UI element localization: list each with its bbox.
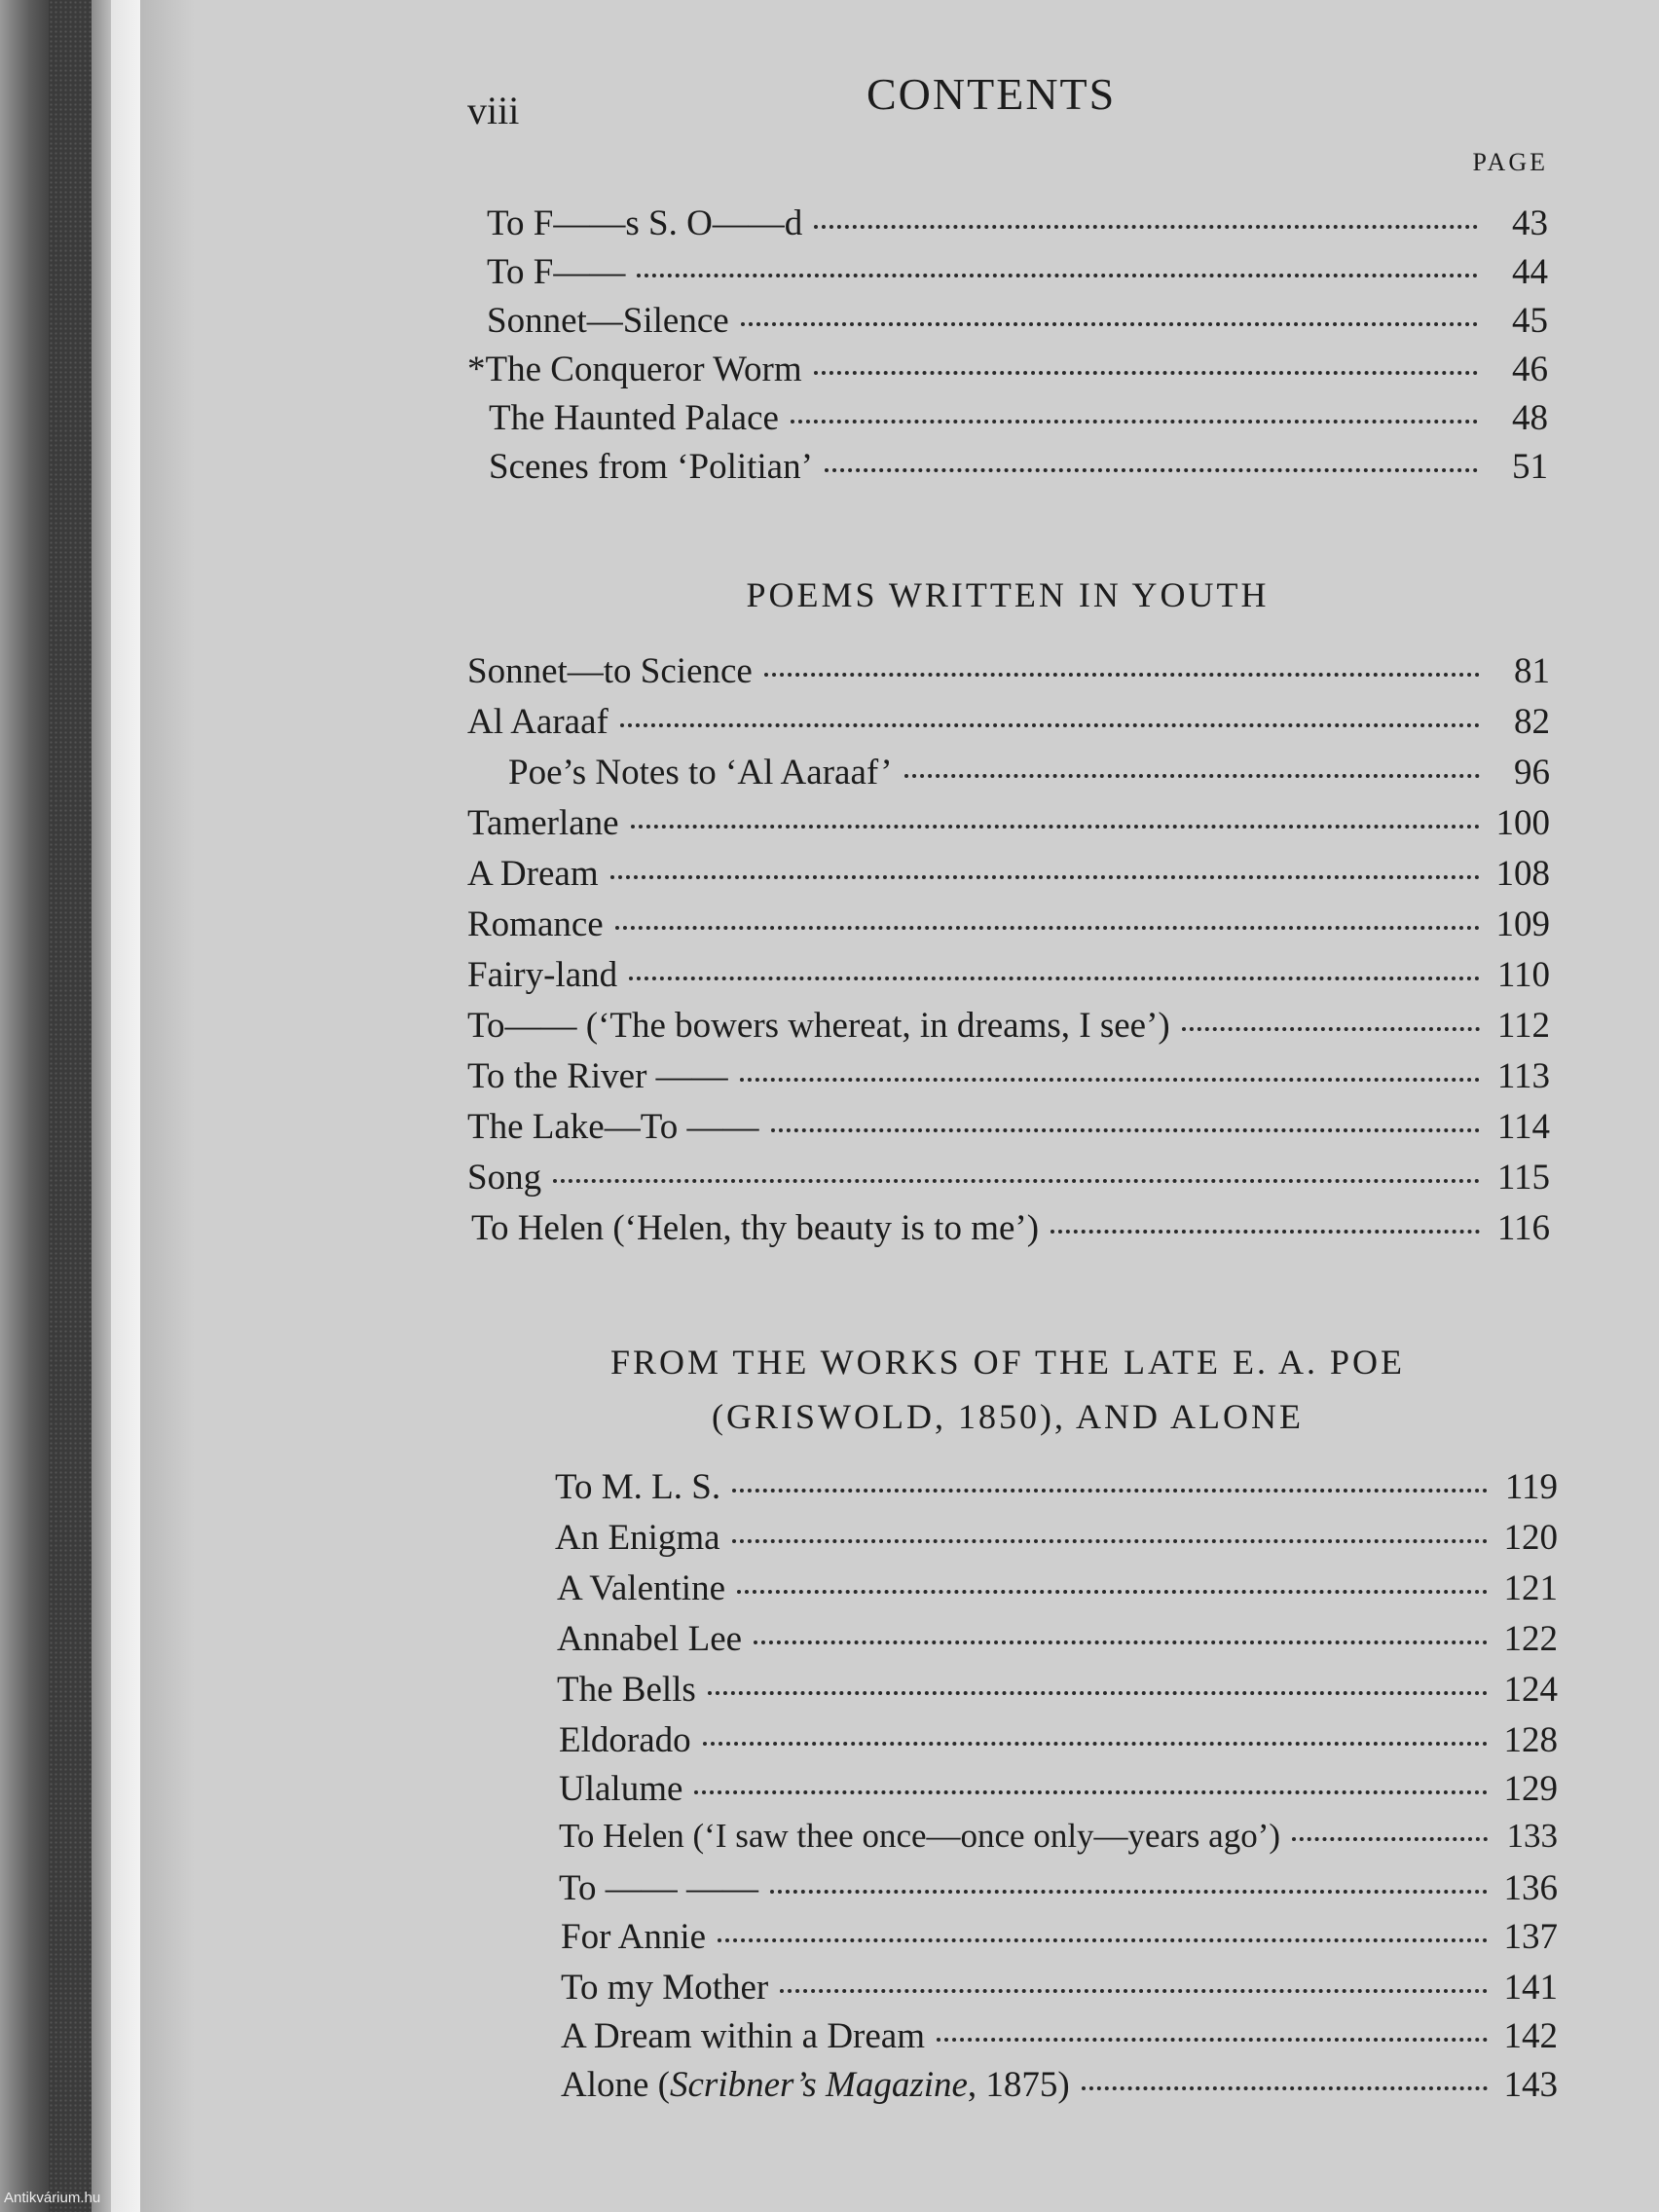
toc-entry	[467, 853, 1550, 895]
page-title: CONTENTS	[866, 69, 1117, 119]
toc-entry	[467, 1055, 1550, 1097]
entry-page: 100	[1495, 803, 1550, 843]
entry-title: Eldorado	[559, 1720, 691, 1760]
toc-entry	[467, 701, 1550, 743]
entry-page: 110	[1496, 955, 1550, 995]
dot-leader	[740, 1078, 1480, 1082]
entry-title: *The Conqueror Worm	[467, 350, 802, 389]
dot-leader	[631, 825, 1480, 829]
dot-leader	[1082, 2086, 1488, 2090]
toc-entry	[559, 1719, 1558, 1761]
toc-entry	[467, 1106, 1550, 1148]
entry-title: Scenes from ‘Politian’	[489, 447, 813, 487]
section-heading-works-sub: (GRISWOLD, 1850), AND ALONE	[712, 1397, 1304, 1436]
entry-page: 122	[1503, 1619, 1558, 1659]
entry-title: The Haunted Palace	[489, 398, 779, 438]
entry-page: 142	[1503, 2016, 1558, 2056]
toc-entry	[557, 1618, 1558, 1660]
dot-leader	[637, 274, 1478, 277]
entry-title: Ulalume	[559, 1769, 683, 1809]
entry-title: Annabel Lee	[557, 1619, 743, 1659]
toc-entry	[467, 903, 1550, 945]
entry-page: 119	[1504, 1467, 1558, 1507]
dot-leader	[764, 673, 1480, 677]
entry-page: 51	[1512, 447, 1548, 487]
toc-entry	[559, 1768, 1558, 1810]
entry-page: 129	[1503, 1769, 1558, 1809]
entry-page: 48	[1512, 398, 1548, 438]
dot-leader	[1292, 1837, 1488, 1841]
toc-entry	[487, 203, 1548, 244]
entry-title: To Helen (‘I saw thee once—once only—years ago’)	[559, 1817, 1280, 1855]
entry-title: To Helen (‘Helen, thy beauty is to me’)	[471, 1208, 1040, 1248]
toc-entry	[559, 1817, 1558, 1856]
toc-entry	[467, 1157, 1550, 1198]
entry-page: 143	[1503, 2065, 1558, 2105]
toc-entry	[471, 1207, 1550, 1249]
entry-page: 124	[1503, 1670, 1558, 1710]
toc-entry	[557, 1669, 1558, 1711]
entry-page: 136	[1503, 1868, 1558, 1908]
entry-title	[561, 2064, 1070, 2106]
binding-cloth	[49, 0, 92, 2212]
entry-page: 121	[1503, 1568, 1558, 1608]
toc-entry	[561, 1916, 1558, 1958]
dot-leader	[718, 1938, 1488, 1942]
entry-page: 128	[1503, 1720, 1558, 1760]
toc-entry	[561, 2015, 1558, 2057]
toc-entry	[489, 446, 1548, 488]
dot-leader	[1051, 1230, 1480, 1234]
dot-leader	[610, 875, 1480, 879]
entry-title: Romance	[467, 904, 604, 944]
entry-page: 43	[1512, 203, 1548, 243]
dot-leader	[703, 1742, 1488, 1746]
page-column-label: PAGE	[1472, 148, 1548, 176]
toc-entry	[467, 802, 1550, 844]
entry-page: 82	[1514, 702, 1550, 742]
entry-title: Sonnet—Silence	[487, 301, 729, 341]
toc-entry	[555, 1466, 1558, 1508]
entry-title: Song	[467, 1158, 542, 1198]
entry-title: A Valentine	[557, 1568, 725, 1608]
entry-title: Sonnet—to Science	[467, 651, 753, 691]
dot-leader	[937, 2038, 1488, 2042]
entry-page: 133	[1506, 1817, 1558, 1855]
entry-page: 120	[1503, 1518, 1558, 1558]
entry-title-italic: Scribner’s Magazine	[670, 2065, 968, 2105]
entry-title: To the River ——	[467, 1056, 728, 1096]
dot-leader	[771, 1128, 1481, 1132]
entry-title: To M. L. S.	[555, 1467, 721, 1507]
entry-page: 116	[1496, 1208, 1550, 1248]
section-heading-works: FROM THE WORKS OF THE LATE E. A. POE	[609, 1343, 1406, 1382]
entry-page: 112	[1496, 1006, 1550, 1046]
toc-entry	[467, 349, 1548, 390]
entry-page: 137	[1503, 1917, 1558, 1957]
page-folio: viii	[467, 89, 520, 132]
entry-title: To—— (‘The bowers whereat, in dreams, I see’)	[467, 1006, 1170, 1046]
entry-page: 45	[1512, 301, 1548, 341]
entry-page: 113	[1496, 1056, 1550, 1096]
entry-page: 108	[1495, 854, 1550, 894]
entry-title: A Dream within a Dream	[561, 2016, 925, 2056]
toc-entry	[561, 1967, 1558, 2009]
toc-entry	[561, 2064, 1558, 2106]
dot-leader	[814, 225, 1478, 229]
binding-edge	[0, 0, 49, 2212]
dot-leader	[754, 1641, 1488, 1644]
entry-page: 141	[1503, 1968, 1558, 2008]
dot-leader	[629, 977, 1480, 980]
entry-title: To F——s S. O——d	[487, 203, 803, 243]
entry-page: 44	[1512, 252, 1548, 292]
page-gutter	[140, 0, 195, 2212]
page-header	[467, 58, 1587, 136]
toc-entry	[557, 1567, 1558, 1609]
dot-leader	[904, 774, 1480, 778]
toc-entry	[487, 300, 1548, 342]
watermark: Antikvárium.hu	[4, 2190, 101, 2206]
entry-title: To my Mother	[561, 1968, 769, 2008]
toc-entry	[559, 1867, 1558, 1909]
entry-page: 46	[1512, 350, 1548, 389]
entry-title: Fairy-land	[467, 955, 618, 995]
toc-entry	[555, 1517, 1558, 1559]
entry-title: Al Aaraaf	[467, 702, 608, 742]
entry-page: 96	[1514, 753, 1550, 793]
dot-leader	[737, 1590, 1488, 1594]
toc-entry	[508, 752, 1550, 793]
entry-page: 114	[1496, 1107, 1550, 1147]
entry-page: 81	[1514, 651, 1550, 691]
entry-title: An Enigma	[555, 1518, 720, 1558]
page-edge	[111, 0, 140, 2212]
toc-entry	[487, 251, 1548, 293]
dot-leader	[732, 1539, 1488, 1543]
entry-title: A Dream	[467, 854, 599, 894]
dot-leader	[770, 1890, 1488, 1894]
entry-page: 109	[1495, 904, 1550, 944]
toc-entry	[467, 1005, 1550, 1047]
entry-title: To —— ——	[559, 1868, 759, 1908]
entry-title: The Lake—To ——	[467, 1107, 759, 1147]
entry-title: Poe’s Notes to ‘Al Aaraaf’	[508, 753, 893, 793]
book-binding	[0, 0, 195, 2212]
page-edge	[92, 0, 111, 2212]
entry-title-start: Alone (	[561, 2065, 670, 2105]
entry-title: Tamerlane	[467, 803, 619, 843]
dot-leader	[780, 1989, 1488, 1993]
entry-title-end: , 1875)	[967, 2065, 1070, 2105]
entry-title: For Annie	[561, 1917, 707, 1957]
entry-title: To F——	[487, 252, 626, 292]
entry-title: The Bells	[557, 1670, 696, 1710]
dot-leader	[615, 926, 1480, 930]
dot-leader	[791, 420, 1478, 424]
dot-leader	[825, 468, 1478, 472]
toc-entry	[467, 650, 1550, 692]
section-heading-youth: POEMS WRITTEN IN YOUTH	[746, 575, 1270, 614]
dot-leader	[1182, 1027, 1480, 1031]
toc-entry	[467, 954, 1550, 996]
entry-page: 115	[1496, 1158, 1550, 1198]
dot-leader	[741, 322, 1478, 326]
dot-leader	[553, 1179, 1480, 1183]
dot-leader	[694, 1790, 1488, 1794]
dot-leader	[620, 723, 1480, 727]
toc-entry	[489, 397, 1548, 439]
dot-leader	[732, 1489, 1488, 1493]
dot-leader	[814, 371, 1478, 375]
dot-leader	[708, 1691, 1488, 1695]
